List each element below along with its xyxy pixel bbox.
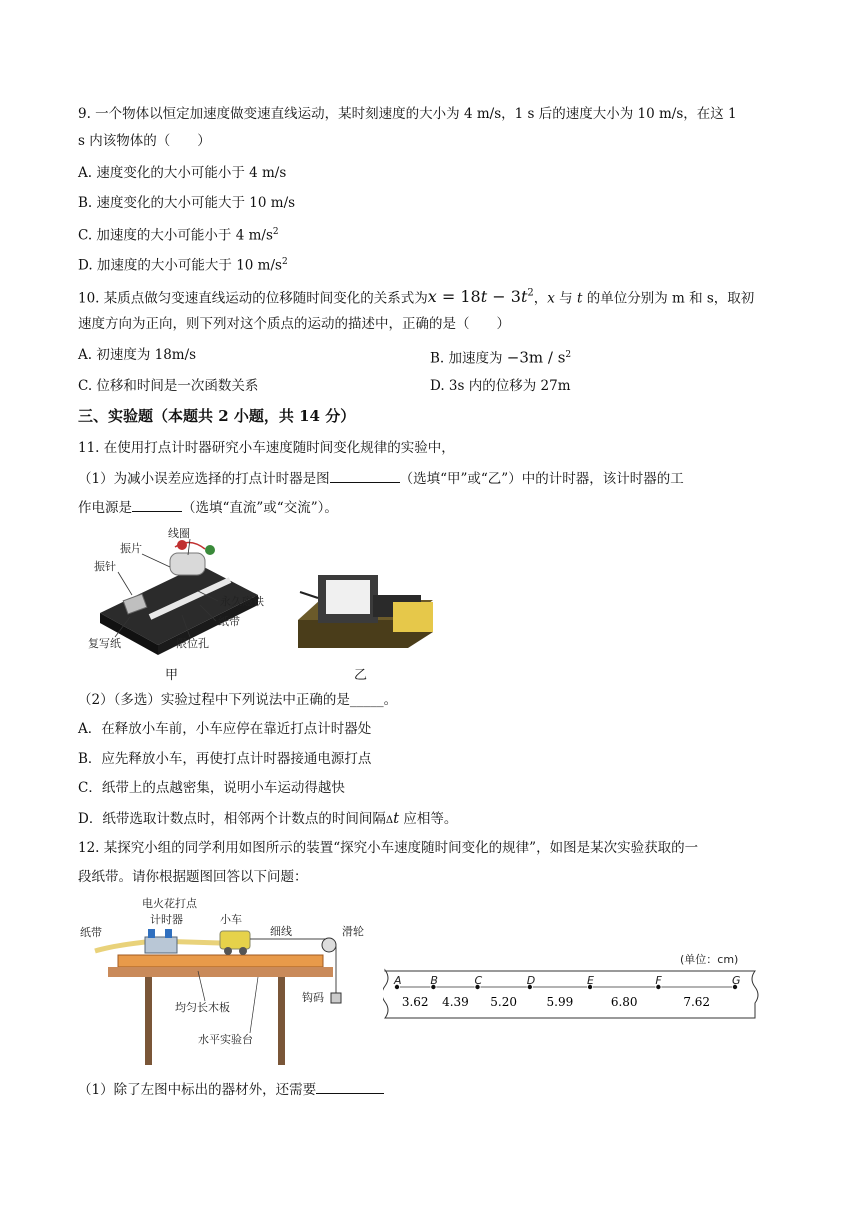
q9-option-c: C. 加速度的大小可能小于 4 $m/s^2$ [78, 227, 279, 244]
q11-stem: 11. 在使用打点计时器研究小车速度随时间变化规律的实验中， [78, 440, 455, 456]
tape-point-label: B [430, 974, 438, 987]
label-cart: 小车 [220, 913, 242, 926]
answer-blank [132, 497, 182, 512]
q11-option-d: D．纸带选取计数点时，相邻两个计数点的时间间隔Δt 应相等。 [78, 809, 458, 827]
q10-option-c: C. 位移和时间是一次函数关系 [78, 378, 259, 394]
label-paper-tape: 纸带 [80, 926, 102, 939]
figure-yi-timer [298, 570, 438, 650]
label-carbon-paper: 复写纸 [88, 637, 121, 650]
label-magnet: 永久磁铁 [220, 595, 264, 608]
q12-stem-line1: 12. 某探究小组的同学利用如图所示的装置“探究小车速度随时间变化的规律”，如图是某次实验获取的一 [78, 840, 699, 856]
label-paper-tape: 纸带 [218, 615, 240, 628]
q9-option-b: B. 速度变化的大小可能大于 10 m/s [78, 195, 296, 211]
q9-stem-line1: 9. 一个物体以恒定加速度做变速直线运动，某时刻速度的大小为 4 m/s，1 s 后的速度大小为 10 m/s，在这 1 [78, 106, 737, 122]
label-table: 水平实验台 [198, 1033, 253, 1046]
caption-jia: 甲 [165, 668, 179, 683]
answer-blank [330, 468, 400, 483]
tape-segment-value: 4.39 [442, 995, 469, 1009]
tape-segment-value: 3.62 [401, 995, 429, 1009]
q9-option-a: A. 速度变化的大小可能小于 4 m/s [78, 165, 287, 181]
figure-jia-timer [80, 525, 290, 660]
section-title: 三、实验题（本题共 2 小题，共 14 分） [78, 407, 356, 425]
q10-formula: $x = 18t - 3t^2$ [427, 287, 534, 307]
label-spark-timer-1: 电火花打点 [142, 897, 197, 910]
label-string: 细线 [270, 925, 292, 938]
label-limit-hole: 限位孔 [176, 637, 209, 650]
label-pulley: 滑轮 [342, 925, 364, 938]
q11-option-c: C．纸带上的点越密集，说明小车运动得越快 [78, 780, 345, 796]
tape-segment-value: 5.99 [546, 995, 574, 1009]
figure-paper-tape [383, 940, 763, 1025]
q10-option-b: B. 加速度为 $-3m / s^2$ [430, 348, 572, 367]
q11-part1-line1: （1）为减小误差应选择的打点计时器是图 （选填“甲”或“乙”）中的计时器，该计时器的工 [78, 468, 684, 489]
label-coil: 线圈 [168, 527, 190, 540]
answer-blank [316, 1079, 384, 1094]
q12-stem-line2: 段纸带。请你根据题图回答以下问题： [78, 869, 308, 885]
q10-stem-line2: 速度方向为正向，则下列对这个质点的运动的描述中，正确的是（ ） [78, 316, 510, 332]
q11-option-b: B．应先释放小车，再使打点计时器接通电源打点 [78, 751, 372, 767]
q12-part1: （1）除了左图中标出的器材外，还需要 [78, 1079, 384, 1100]
tape-point-label: D [526, 974, 536, 987]
q9-option-d: D. 加速度的大小可能大于 10 $m/s^2$ [78, 257, 288, 274]
q9-stem-line2: s 内该物体的（ ） [78, 133, 211, 149]
figure-apparatus [80, 893, 380, 1068]
q11-option-a: A．在释放小车前，小车应停在靠近打点计时器处 [78, 721, 372, 737]
tape-segment-value: 5.20 [490, 995, 518, 1009]
tape-point-label: C [474, 974, 483, 987]
label-board: 均匀长木板 [175, 1001, 230, 1014]
tape-point-label: G [732, 974, 741, 987]
tape-segment-value: 7.62 [683, 995, 711, 1009]
q11-part1-line2: 作电源是 （选填“直流”或“交流”）。 [78, 497, 338, 518]
tape-segment-value: 6.80 [610, 995, 638, 1009]
label-vibrating-plate: 振片 [120, 542, 142, 555]
tape-point-label: E [587, 974, 594, 987]
label-needle: 振针 [94, 560, 116, 573]
caption-yi: 乙 [354, 668, 368, 683]
tape-point-label: A [394, 974, 402, 987]
q10-option-a: A. 初速度为 18m/s [78, 347, 197, 363]
label-spark-timer-2: 计时器 [150, 913, 183, 926]
label-hook-weight: 钩码 [302, 991, 324, 1004]
tape-unit-label: (单位：cm) [680, 953, 739, 966]
tape-point-label: F [655, 974, 662, 987]
q10-option-d: D. 3s 内的位移为 27m [430, 378, 571, 394]
q10-stem-line1: 10. 某质点做匀变速直线运动的位移随时间变化的关系式为$x = 18t - 3t^2$，x 与 t 的单位分别为 m 和 s，取初 [78, 287, 755, 307]
q11-part2: （2）（多选）实验过程中下列说法中正确的是_____。 [78, 692, 398, 708]
